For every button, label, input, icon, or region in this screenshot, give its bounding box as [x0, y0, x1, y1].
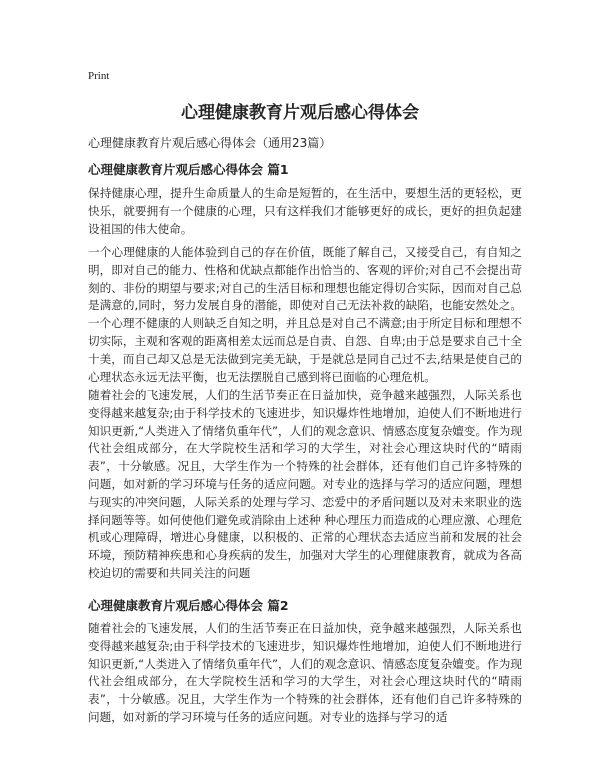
print-label[interactable]: Print: [88, 70, 110, 82]
paragraph-2-1: 随着社会的飞速发展，人们的生活节奏正在日益加快，竞争越来越强烈，人际关系也变得越来越复杂;由于科学技术的飞速进步，知识爆炸性地增加，迫使人们不断地进行知识更新,“人类进入了情绪负重年代”，人们的观念意识、情感态度复杂嬗变。作为现代社会组成部分，在大学院校生活和学习的大学生，对社会心理这块时代的“晴雨表”，十分敏感。况且，大学生作为一个特殊的社会群体，还有他们自己许多特殊的问题，如对新的学习环境与任务的适应问题。对专业的选择与学习的适: [88, 621, 522, 724]
section-heading-1: 心理健康教育片观后感心得体会 篇1: [88, 162, 289, 177]
section-heading-2: 心理健康教育片观后感心得体会 篇2: [88, 598, 289, 613]
page-title: 心理健康教育片观后感心得体会: [181, 103, 419, 123]
paragraph-1-2: 一个心理健康的人能体验到自己的存在价值，既能了解自己，又接受自己，有自知之明，即对自己的能力、性格和优缺点都能作出恰当的、客观的评价;对自己不会提出苛刻的、非份的期望与要求;对自己的生活目标和理想也能定得切合实际，因而对自己总是满意的,同时，努力发展自身的潜能，即使对自己无法补救的缺陷，也能安然处之。一个心理不健康的人则缺乏自知之明，并且总是对自己不满意;由于所定目标和理想不切实际，主观和客观的距离相差太远而总是自责、自怨、自卑;由于总是要求自己十全十美，而自己却又总是无法做到完美无缺，于是就总是同自己过不去,结果是使自己的心理状态永远无法平衡，也无法摆脱自己感到将已面临的心理危机。: [88, 245, 522, 384]
paragraph-1-1: 保持健康心理，提升生命质量人的生命是短暂的，在生活中，要想生活的更轻松，更快乐，就要拥有一个健康的心理，只有这样我们才能够更好的成长，更好的担负起建设祖国的伟大使命。: [88, 186, 522, 236]
paragraph-1-3: 随着社会的飞速发展，人们的生活节奏正在日益加快，竞争越来越强烈，人际关系也变得越来越复杂;由于科学技术的飞速进步，知识爆炸性地增加，迫使人们不断地进行知识更新,“人类进入了情绪负重年代”，人们的观念意识、情感态度复杂嬗变。作为现代社会组成部分，在大学院校生活和学习的大学生，对社会心理这块时代的“晴雨表”，十分敏感。况且，大学生作为一个特殊的社会群体，还有他们自己许多特殊的问题，如对新的学习环境与任务的适应问题。对专业的选择与学习的适应问题，理想与现实的冲突问题，人际关系的处理与学习、恋爱中的矛盾问题以及对未来职业的选择问题等等。如何使他们避免或消除由上述种 种心理压力而造成的心理应激、心理危机或心理障碍，增进心身健康，以积极的、正常的心理状态去适应当前和发展的社会环境，预防精神疾患和心身疾病的发生，加强对大学生的心理健康教育，就成为各高校迫切的需要和共同关注的问题: [88, 388, 522, 580]
subtitle: 心理健康教育片观后感心得体会（通用23篇）: [88, 136, 332, 150]
